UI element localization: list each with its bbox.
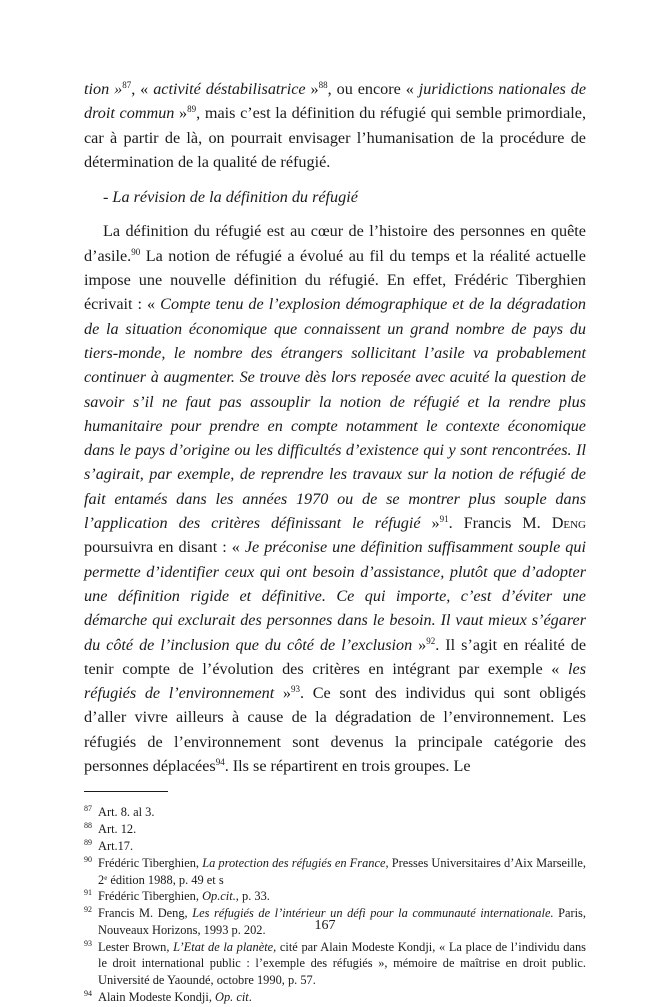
footnote-text: Art.17. [98, 838, 134, 853]
text: » [420, 514, 440, 533]
footnote-number: 89 [84, 837, 92, 847]
footnote-ref-90[interactable]: 90 [131, 246, 141, 257]
quote-fragment: activité déstabilisatrice [153, 80, 306, 98]
footnote-89 [84, 838, 586, 855]
footnote-ref-91[interactable]: 91 [439, 514, 449, 525]
document-page [84, 77, 586, 1006]
footnote-ref-89[interactable]: 89 [187, 104, 197, 115]
footnote-text: Frédéric Tiberghien, [98, 889, 203, 904]
footnote-text: Frédéric Tiberghien, [98, 855, 203, 870]
footnote-94 [84, 989, 586, 1006]
footnote-title: Op.cit. [202, 889, 236, 904]
author-name: D [551, 514, 564, 533]
footnote-text: Presses Universitaires d’Aix Marseille, 2 [98, 855, 586, 887]
footnote-text: Francis M. Deng, [98, 906, 193, 921]
footnote-number: 88 [84, 821, 92, 831]
footnote-number: 90 [84, 854, 92, 864]
paragraph-continuation [84, 77, 586, 174]
footnote-ref-87[interactable]: 87 [122, 80, 132, 90]
text: . Il s’agit en réalité de tenir compte de l’évolution des critères en intégrant par exemple « [84, 635, 587, 678]
footnote-ref-93[interactable]: 93 [291, 684, 301, 695]
footnote-91 [84, 888, 586, 905]
footnote-text: Paris, Nouveaux Horizons, 1993 p. 202. [98, 906, 586, 937]
footnote-number: 93 [84, 938, 92, 948]
text: » [305, 80, 319, 98]
text: . Ils se répartirent en trois groupes. Le [224, 757, 471, 776]
footnote-ref-94[interactable]: 94 [215, 757, 225, 768]
text: La notion de réfugié a évolué au fil du temps et la réalité actuelle impose une nouvelle définition du réfugié. En effet, Frédéric Tiberghien écrivait : « [84, 246, 586, 314]
text: , ou encore « [327, 80, 419, 98]
footnote-87 [84, 804, 586, 821]
text: , mais c’est la définition du réfugié qui semble primordiale, car à partir de là, on pourrait envisager l’humanisation de la procédure de détermination de la qualité de réfugié. [84, 104, 587, 171]
text: » [274, 684, 292, 703]
footnote-text: Alain Modeste Kondji, [98, 990, 216, 1005]
footnote-text: édition 1988, p. 49 et s [107, 872, 224, 887]
footnote-93 [84, 939, 586, 989]
footnote-number: 87 [84, 804, 92, 814]
text: » [412, 635, 427, 654]
footnote-text: . [248, 990, 252, 1005]
text: La définition du réfugié est au cœur de l’histoire des personnes en quête d’asile. [84, 222, 586, 265]
footnote-number: 94 [84, 989, 92, 999]
footnote-text: Art. 8. al 3. [98, 805, 155, 820]
paragraph-main [84, 219, 586, 778]
footnote-text: Art. 12. [98, 822, 137, 837]
footnote-text: Lester Brown, [98, 939, 174, 954]
text: , « [131, 80, 154, 98]
quote-tiberghien: Compte tenu de l’explosion démographique et de la dégradation de la situation économique que connaissent un grand nombre de pays du tiers-monde, le nombre des étrangers sollicitant l’asile va probablement continuer à augmenter. Se trouve dès lors reposée avec acuité la question de savoir s’il ne faut pas assouplir la notion de réfugié et la rendre plus humanitaire pour prendre en compte notamment le contexte économique dans le pays d’origine ou les difficultés d’existence qui y sont rencontrées. Il s’agirait, par exemple, de reprendre les travaux sur la notion de réfugié de fait entamés dans les années 1970 ou de se montrer plus souple dans l’application des critères définissant le réfugié [84, 295, 586, 533]
footnote-text: cité par Alain Modeste Kondji, « La place de l’individu dans le droit international public : l’exemple des réfugiés », mémoire de maîtrise en droit public. Université de Yaoundé, octobre 1990, p. 57. [98, 939, 586, 988]
text: poursuivra en disant : « [84, 538, 245, 557]
footnote-text: , p. 33. [235, 889, 270, 904]
footnote-title: La protection des réfugiés en France, [202, 855, 389, 870]
quote-deng: Je préconise une définition suffisamment souple qui permette d’identifier ceux qui ont besoin d’assistance, plutôt que d’adopter une définition rigide et définitive. Ce qui importe, c’est d’éviter une démarche qui exclurait des personnes dans le besoin. Il vaut mieux s’égarer du côté de l’inclusion que du côté de l’exclusion [84, 538, 586, 654]
author-name-smallcaps: eng [563, 514, 586, 533]
text: . Francis M. [448, 514, 552, 533]
ordinal-suffix: e [104, 873, 108, 882]
quote-environment: les réfugiés de l’environnement [84, 659, 586, 703]
footnote-title: L’Etat de la planète, [173, 939, 277, 954]
footnote-ref-88[interactable]: 88 [318, 80, 328, 90]
section-heading: - La révision de la définition du réfugié [103, 188, 358, 207]
page-number: 167 [314, 918, 336, 933]
footnote-number: 92 [84, 905, 92, 915]
footnote-90 [84, 855, 586, 889]
quote-fragment: tion » [84, 80, 123, 98]
text: . Ce sont des individus qui sont obligés d’aller vivre ailleurs à cause de la dégradation de l’environnement. Les réfugiés de l’environnement sont devenus la principale catégorie des personnes déplacées [84, 684, 586, 776]
text: » [174, 104, 188, 123]
quote-fragment: juridictions nationales de droit commun [84, 80, 587, 123]
body-text [84, 77, 586, 778]
footnote-ref-92[interactable]: 92 [426, 635, 436, 646]
footnotes [84, 804, 586, 1006]
footnote-title: Les réfugiés de l’intérieur un défi pour la communauté internationale. [192, 906, 554, 921]
footnote-title: Op. cit [215, 990, 249, 1005]
footnote-number: 91 [84, 888, 92, 898]
footnote-divider [84, 791, 168, 792]
footnote-88 [84, 821, 586, 838]
